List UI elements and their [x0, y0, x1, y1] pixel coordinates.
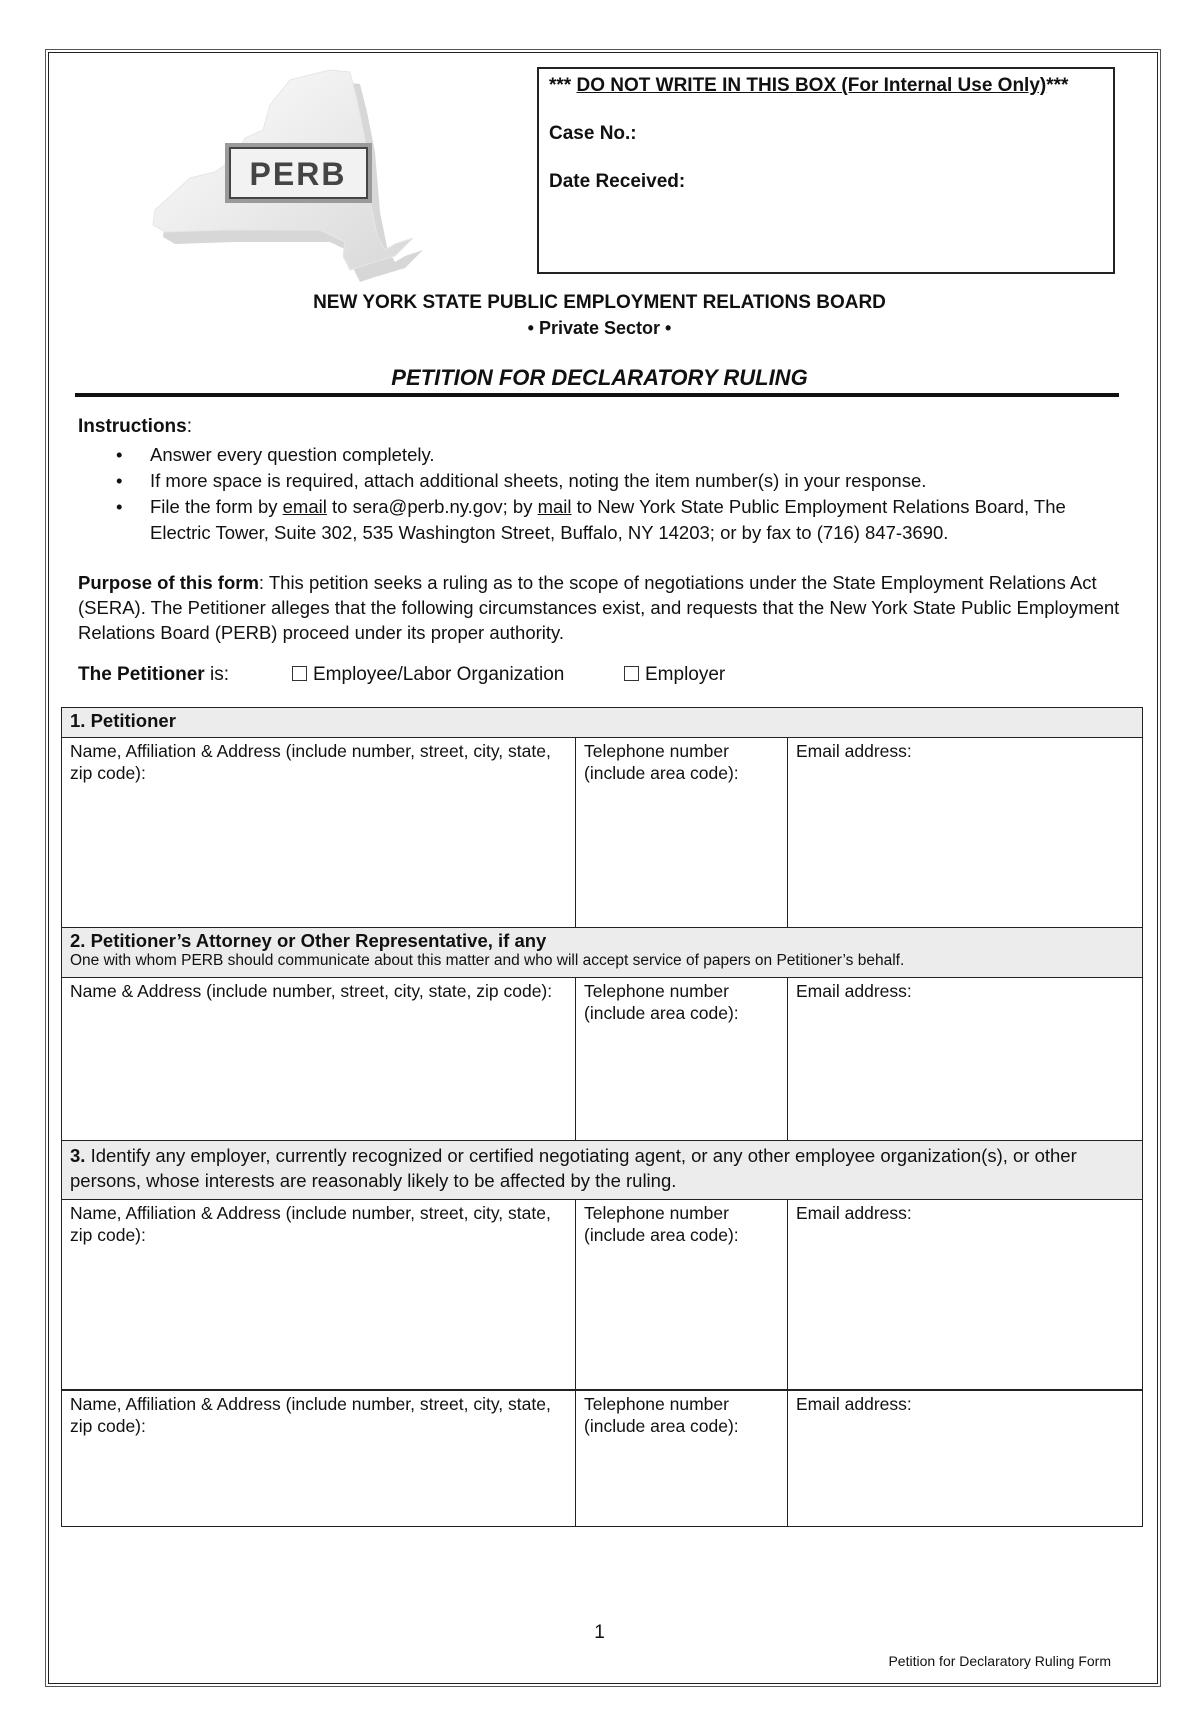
section-2-row	[61, 978, 1143, 1141]
section-3-header: 3. Identify any employer, currently recognized or certified negotiating agent, or any other employee organization(s), or other persons, whose interests are reasonably likely to be affected by the ruling.	[61, 1140, 1143, 1200]
title-rule	[75, 393, 1119, 397]
section-3-row-1	[61, 1200, 1143, 1390]
section-1-header: 1. Petitioner	[61, 707, 1143, 738]
party-2-phone-field[interactable]: Telephone number (include area code):	[576, 1391, 788, 1526]
sector-label: • Private Sector •	[527, 318, 672, 338]
agency-name: NEW YORK STATE PUBLIC EMPLOYMENT RELATIONS BOARD	[313, 292, 886, 313]
footer-form-name: Petition for Declaratory Ruling Form	[888, 1653, 1111, 1669]
purpose-paragraph: Purpose of this form: This petition seeks a ruling as to the scope of negotiations under the State Employment Relations Act (SERA). The Petitioner alleges that the following circumstances exist, and requests that the New York State Public Employment Relations Board (PERB) proceed under its proper authority.	[78, 572, 1120, 643]
instruction-item: • If more space is required, attach additional sheets, noting the item number(s) in your response.	[116, 470, 927, 491]
case-no-label: Case No.:	[549, 123, 637, 144]
section-1-row	[61, 738, 1143, 928]
checkbox-icon[interactable]	[292, 666, 307, 681]
petitioner-is-label: The Petitioner is:	[78, 664, 229, 685]
page-number: 1	[594, 1622, 605, 1643]
instruction-item: • Answer every question completely.	[116, 444, 435, 465]
party-1-name-field[interactable]: Name, Affiliation & Address (include number, street, city, state, zip code):	[62, 1200, 576, 1389]
party-2-email-field[interactable]: Email address:	[796, 1394, 912, 1414]
perb-logo	[95, 60, 425, 285]
petitioner-name-field[interactable]: Name, Affiliation & Address (include number, street, city, state, zip code):	[62, 738, 576, 927]
instructions-list	[112, 442, 1122, 546]
section-2-header: 2. Petitioner’s Attorney or Other Representative, if any One with whom PERB should communicate about this matter and who will accept service of papers on Petitioner’s behalf.	[61, 927, 1143, 978]
checkbox-icon[interactable]	[624, 666, 639, 681]
instruction-item: • File the form by email to sera@perb.ny.gov; by mail to New York State Public Employment Relations Board, The Electric Tower, Suite 302, 535 Washington Street, Buffalo, NY 14203; or by fax to (716) 847-3690.	[116, 496, 1066, 543]
logo-text: PERB	[249, 156, 347, 192]
internal-use-box	[537, 67, 1115, 274]
party-2-name-field[interactable]: Name, Affiliation & Address (include number, street, city, state, zip code):	[62, 1391, 576, 1526]
party-1-email-field[interactable]: Email address:	[796, 1203, 912, 1223]
checkbox-employer[interactable]: Employer	[624, 664, 725, 686]
petitioner-email-field[interactable]: Email address:	[796, 741, 912, 761]
section-3-row-2	[61, 1390, 1143, 1527]
checkbox-employee-labor-org[interactable]: Employee/Labor Organization	[292, 664, 564, 686]
form-title: PETITION FOR DECLARATORY RULING	[391, 365, 808, 390]
petitioner-phone-field[interactable]: Telephone number (include area code):	[576, 738, 788, 927]
instructions-heading: Instructions:	[78, 416, 193, 437]
date-received-label: Date Received:	[549, 171, 686, 192]
party-1-phone-field[interactable]: Telephone number (include area code):	[576, 1200, 788, 1389]
representative-name-field[interactable]: Name & Address (include number, street, city, state, zip code):	[62, 978, 576, 1140]
mail-link[interactable]: mail	[537, 496, 572, 517]
internal-box-header: *** DO NOT WRITE IN THIS BOX (For Internal Use Only)***	[549, 75, 1069, 96]
email-link[interactable]: email	[282, 496, 327, 517]
representative-phone-field[interactable]: Telephone number (include area code):	[576, 978, 788, 1140]
representative-email-field[interactable]: Email address:	[796, 981, 912, 1001]
